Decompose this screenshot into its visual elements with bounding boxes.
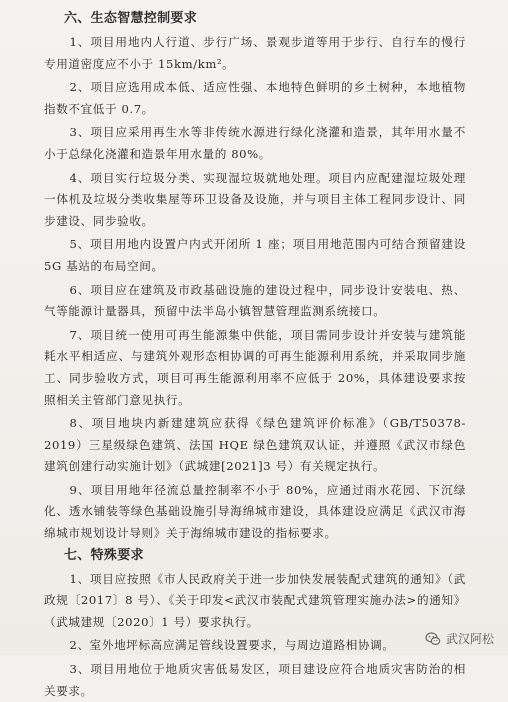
paragraph: 6、项目应在建筑及市政基础设施的建设过程中，同步设计安装电、热、气等能源计量器具，预留中法半岛小镇智慧管理监测系统接口。 bbox=[44, 282, 466, 319]
section-6-heading: 六、生态智慧控制要求 bbox=[64, 11, 198, 26]
paragraph: 1、项目用地内人行道、步行广场、景观步道等用于步行、自行车的慢行专用道密度应不小于 15km/km²。 bbox=[44, 35, 466, 71]
paragraph: 9、项目用地年径流总量控制率不小于 80%，应通过雨水花园、下沉绿化、透水铺装等绿色基础设施引导海绵城市建设，具体建设应满足《武汉市海绵城市规划设计导则》关于海绵城市建设的指标要求。 bbox=[44, 482, 466, 541]
paragraph: 3、项目应采用再生水等非传统水源进行绿化浇灌和造景，其年用水量不小于总绿化浇灌和造景年用水量的 80%。 bbox=[44, 125, 466, 161]
section-7-heading: 七、特殊要求 bbox=[64, 547, 144, 563]
watermark bbox=[425, 630, 494, 647]
paragraph: 7、项目统一使用可再生能源集中供能，项目需同步设计并安装与建筑能耗水平相适应、与建筑外观形态相协调的可再生能源利用系统，并采取同步施工、同步验收方式，项目可再生能源利用率不应低于 20%，具体建设要求按照相关主管部门意见执行。 bbox=[44, 327, 466, 407]
paragraph: 1、项目应按照《市人民政府关于进一步加快发展装配式建筑的通知》（武政规〔2017〕8 号）、《关于印发<武汉市装配式建筑管理实施办法>的通知》（武城建规〔2020〕1 号）要求执行。 bbox=[44, 571, 466, 629]
paragraph: 5、项目用地内设置户内式开闭所 1 座；项目用地范围内可结合预留建设 5G 基站的布局空间。 bbox=[44, 237, 466, 273]
paragraph: 2、室外地坪标高应满足管线设置要求，与周边道路相协调。 bbox=[69, 638, 395, 653]
paragraph: 2、项目应选用成本低、适应性强、本地特色鲜明的乡土树种，本地植物指数不宜低于 0.7。 bbox=[44, 80, 466, 116]
wechat-icon bbox=[425, 631, 441, 647]
watermark-text: 武汉阿松 bbox=[445, 632, 494, 646]
paragraph: 4、项目实行垃圾分类、实现湿垃圾就地处理。项目内应配建湿垃圾处理一体机及垃圾分类收集屋等环卫设备及设施，并与项目主体工程同步设计、同步建设、同步验收。 bbox=[44, 170, 466, 228]
paragraph: 8、项目地块内新建建筑应获得《绿色建筑评价标准》（GB/T50378-2019）三星级绿色建筑、法国 HQE 绿色建筑双认证，并遵照《武汉市绿色建筑创建行动实施计划》（武城建[2021]3 号）有关规定执行。 bbox=[44, 416, 466, 474]
paragraph: 3、项目用地位于地质灾害低易发区，项目建设应符合地质灾害防治的相关要求。 bbox=[44, 662, 466, 698]
